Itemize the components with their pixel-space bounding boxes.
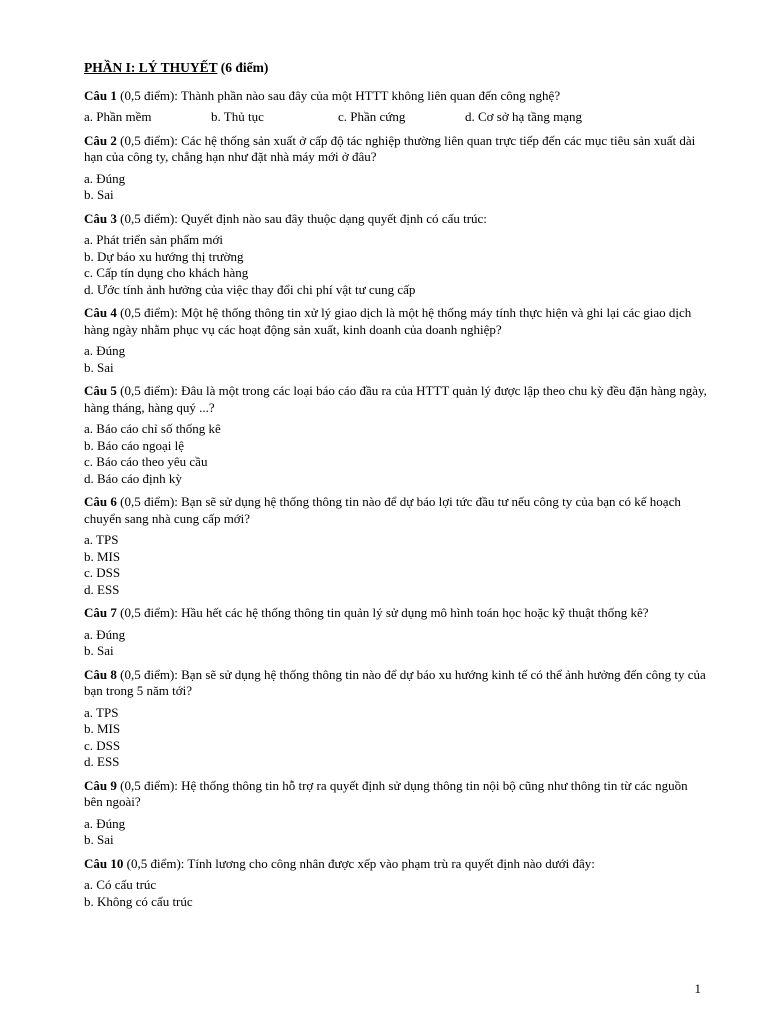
question-number: Câu 10: [84, 855, 124, 871]
question-body: (0,5 điểm): Bạn sẽ sử dụng hệ thống thông tin nào để dự báo xu hướng kinh tế có thể ảnh hưởng đến công ty của bạn trong 5 năm tới?: [84, 666, 706, 698]
question-text: [84, 211, 708, 228]
question-text: [84, 383, 708, 416]
answer-option: a. TPS: [84, 532, 119, 547]
answer-option: d. ESS: [84, 754, 120, 769]
question-8: [84, 667, 708, 771]
answer-options: [84, 232, 708, 298]
answer-options: [84, 627, 708, 660]
answer-option: b. Báo cáo ngoại lệ: [84, 437, 184, 453]
question-body: (0,5 điểm): Tính lương cho công nhân được xếp vào phạm trù ra quyết định nào dưới đây:: [123, 855, 595, 871]
answer-option: a. Phát triển sản phẩm mới: [84, 232, 224, 247]
answer-options: [84, 421, 708, 487]
answer-option: c. Báo cáo theo yêu cầu: [84, 454, 208, 469]
answer-options: [84, 171, 708, 204]
question-4: [84, 305, 708, 376]
question-number: Câu 2: [84, 132, 117, 148]
question-text: [84, 856, 708, 873]
question-text: [84, 494, 708, 527]
question-number: Câu 1: [84, 87, 117, 103]
question-6: [84, 494, 708, 598]
answer-option: b. Sai: [84, 832, 114, 847]
question-text: [84, 667, 708, 700]
question-number: Câu 7: [84, 605, 117, 620]
question-text: [84, 778, 708, 811]
answer-option: b. Sai: [84, 643, 114, 658]
part-title-text: PHẦN I: LÝ THUYẾT: [84, 60, 218, 75]
answer-option: a. Đúng: [84, 343, 126, 358]
answer-option: a. Phần mềm: [84, 109, 152, 124]
question-9: [84, 778, 708, 849]
answer-option: a. TPS: [84, 704, 119, 720]
answer-option: b. Dự báo xu hướng thị trường: [84, 248, 244, 264]
question-5: [84, 383, 708, 487]
answer-option: c. DSS: [84, 565, 121, 580]
answer-option: a. Đúng: [84, 815, 126, 831]
answer-option: a. Đúng: [84, 170, 126, 186]
answer-options: [84, 877, 708, 910]
question-body: (0,5 điểm): Đâu là một trong các loại báo cáo đầu ra của HTTT quản lý được lập theo chu kỳ đều đặn hàng ngày, hàng tháng, hàng quý ...?: [84, 383, 707, 415]
answer-options: [84, 816, 708, 849]
question-10: [84, 856, 708, 911]
question-list: [84, 88, 708, 911]
question-1: [84, 88, 708, 126]
answer-options: [84, 705, 708, 771]
answer-option: b. Thủ tục: [211, 109, 264, 124]
answer-option: b. MIS: [84, 721, 121, 736]
answer-option: a. Báo cáo chỉ số thống kê: [84, 421, 221, 436]
question-7: [84, 605, 708, 660]
question-body: (0,5 điểm): Thành phần nào sau đây của một HTTT không liên quan đến công nghệ?: [116, 87, 561, 103]
answer-options: [84, 343, 708, 376]
question-2: [84, 133, 708, 204]
answer-option: a. Đúng: [84, 626, 126, 642]
question-body: (0,5 điểm): Quyết định nào sau đây thuộc dạng quyết định có cấu trúc:: [116, 210, 487, 226]
question-number: Câu 4: [84, 305, 117, 320]
answer-option: b. Không có cấu trúc: [84, 893, 193, 909]
question-number: Câu 5: [84, 383, 117, 398]
answer-option: c. Cấp tín dụng cho khách hàng: [84, 265, 249, 280]
question-number: Câu 6: [84, 494, 117, 509]
question-3: [84, 211, 708, 299]
question-text: [84, 133, 708, 166]
question-body: (0,5 điểm): Một hệ thống thông tin xử lý giao dịch là một hệ thống máy tính thực hiện và ghi lại các giao dịch hàng ngày nhằm phục vụ các hoạt động sản xuất, kinh doanh của doanh nghiệp?: [84, 305, 692, 337]
question-body: (0,5 điểm): Bạn sẽ sử dụng hệ thống thông tin nào để dự báo lợi tức đầu tư nếu công ty của bạn có kế hoạch chuyển sang nhà cung cấp mới?: [84, 494, 681, 526]
question-text: [84, 88, 708, 105]
answer-option: b. Sai: [84, 359, 114, 375]
answer-option: d. Cơ sở hạ tầng mạng: [465, 109, 583, 124]
part-title: [84, 60, 708, 77]
question-body: (0,5 điểm): Các hệ thống sản xuất ở cấp độ tác nghiệp thường liên quan trực tiếp đến các mục tiêu sản xuất dài hạn của công ty, chẳng hạn như đặt nhà máy mới ở đâu?: [84, 132, 696, 164]
page-number: 1: [694, 981, 701, 996]
question-text: [84, 605, 708, 622]
answer-option: c. Phần cứng: [338, 109, 406, 124]
question-number: Câu 8: [84, 666, 117, 682]
answer-option: d. ESS: [84, 581, 120, 597]
question-number: Câu 9: [84, 777, 117, 793]
answer-option: a. Có cấu trúc: [84, 877, 157, 892]
answer-option: d. Ước tính ảnh hưởng của việc thay đổi chi phí vật tư cung cấp: [84, 281, 416, 297]
answer-option: c. DSS: [84, 737, 121, 753]
part-points: (6 điểm): [220, 60, 269, 75]
answer-option: b. Sai: [84, 187, 114, 202]
question-body: (0,5 điểm): Hầu hết các hệ thống thông tin quản lý sử dụng mô hình toán học hoặc kỹ thuật thống kê?: [116, 605, 649, 620]
answer-option: b. MIS: [84, 548, 121, 564]
question-text: [84, 305, 708, 338]
answer-options: [84, 532, 708, 598]
question-body: (0,5 điểm): Hệ thống thông tin hỗ trợ ra quyết định sử dụng thông tin nội bộ cũng như thông tin từ các nguồn bên ngoài?: [84, 777, 688, 809]
question-number: Câu 3: [84, 210, 117, 226]
answer-options: [84, 109, 708, 126]
answer-option: d. Báo cáo định kỳ: [84, 470, 182, 486]
